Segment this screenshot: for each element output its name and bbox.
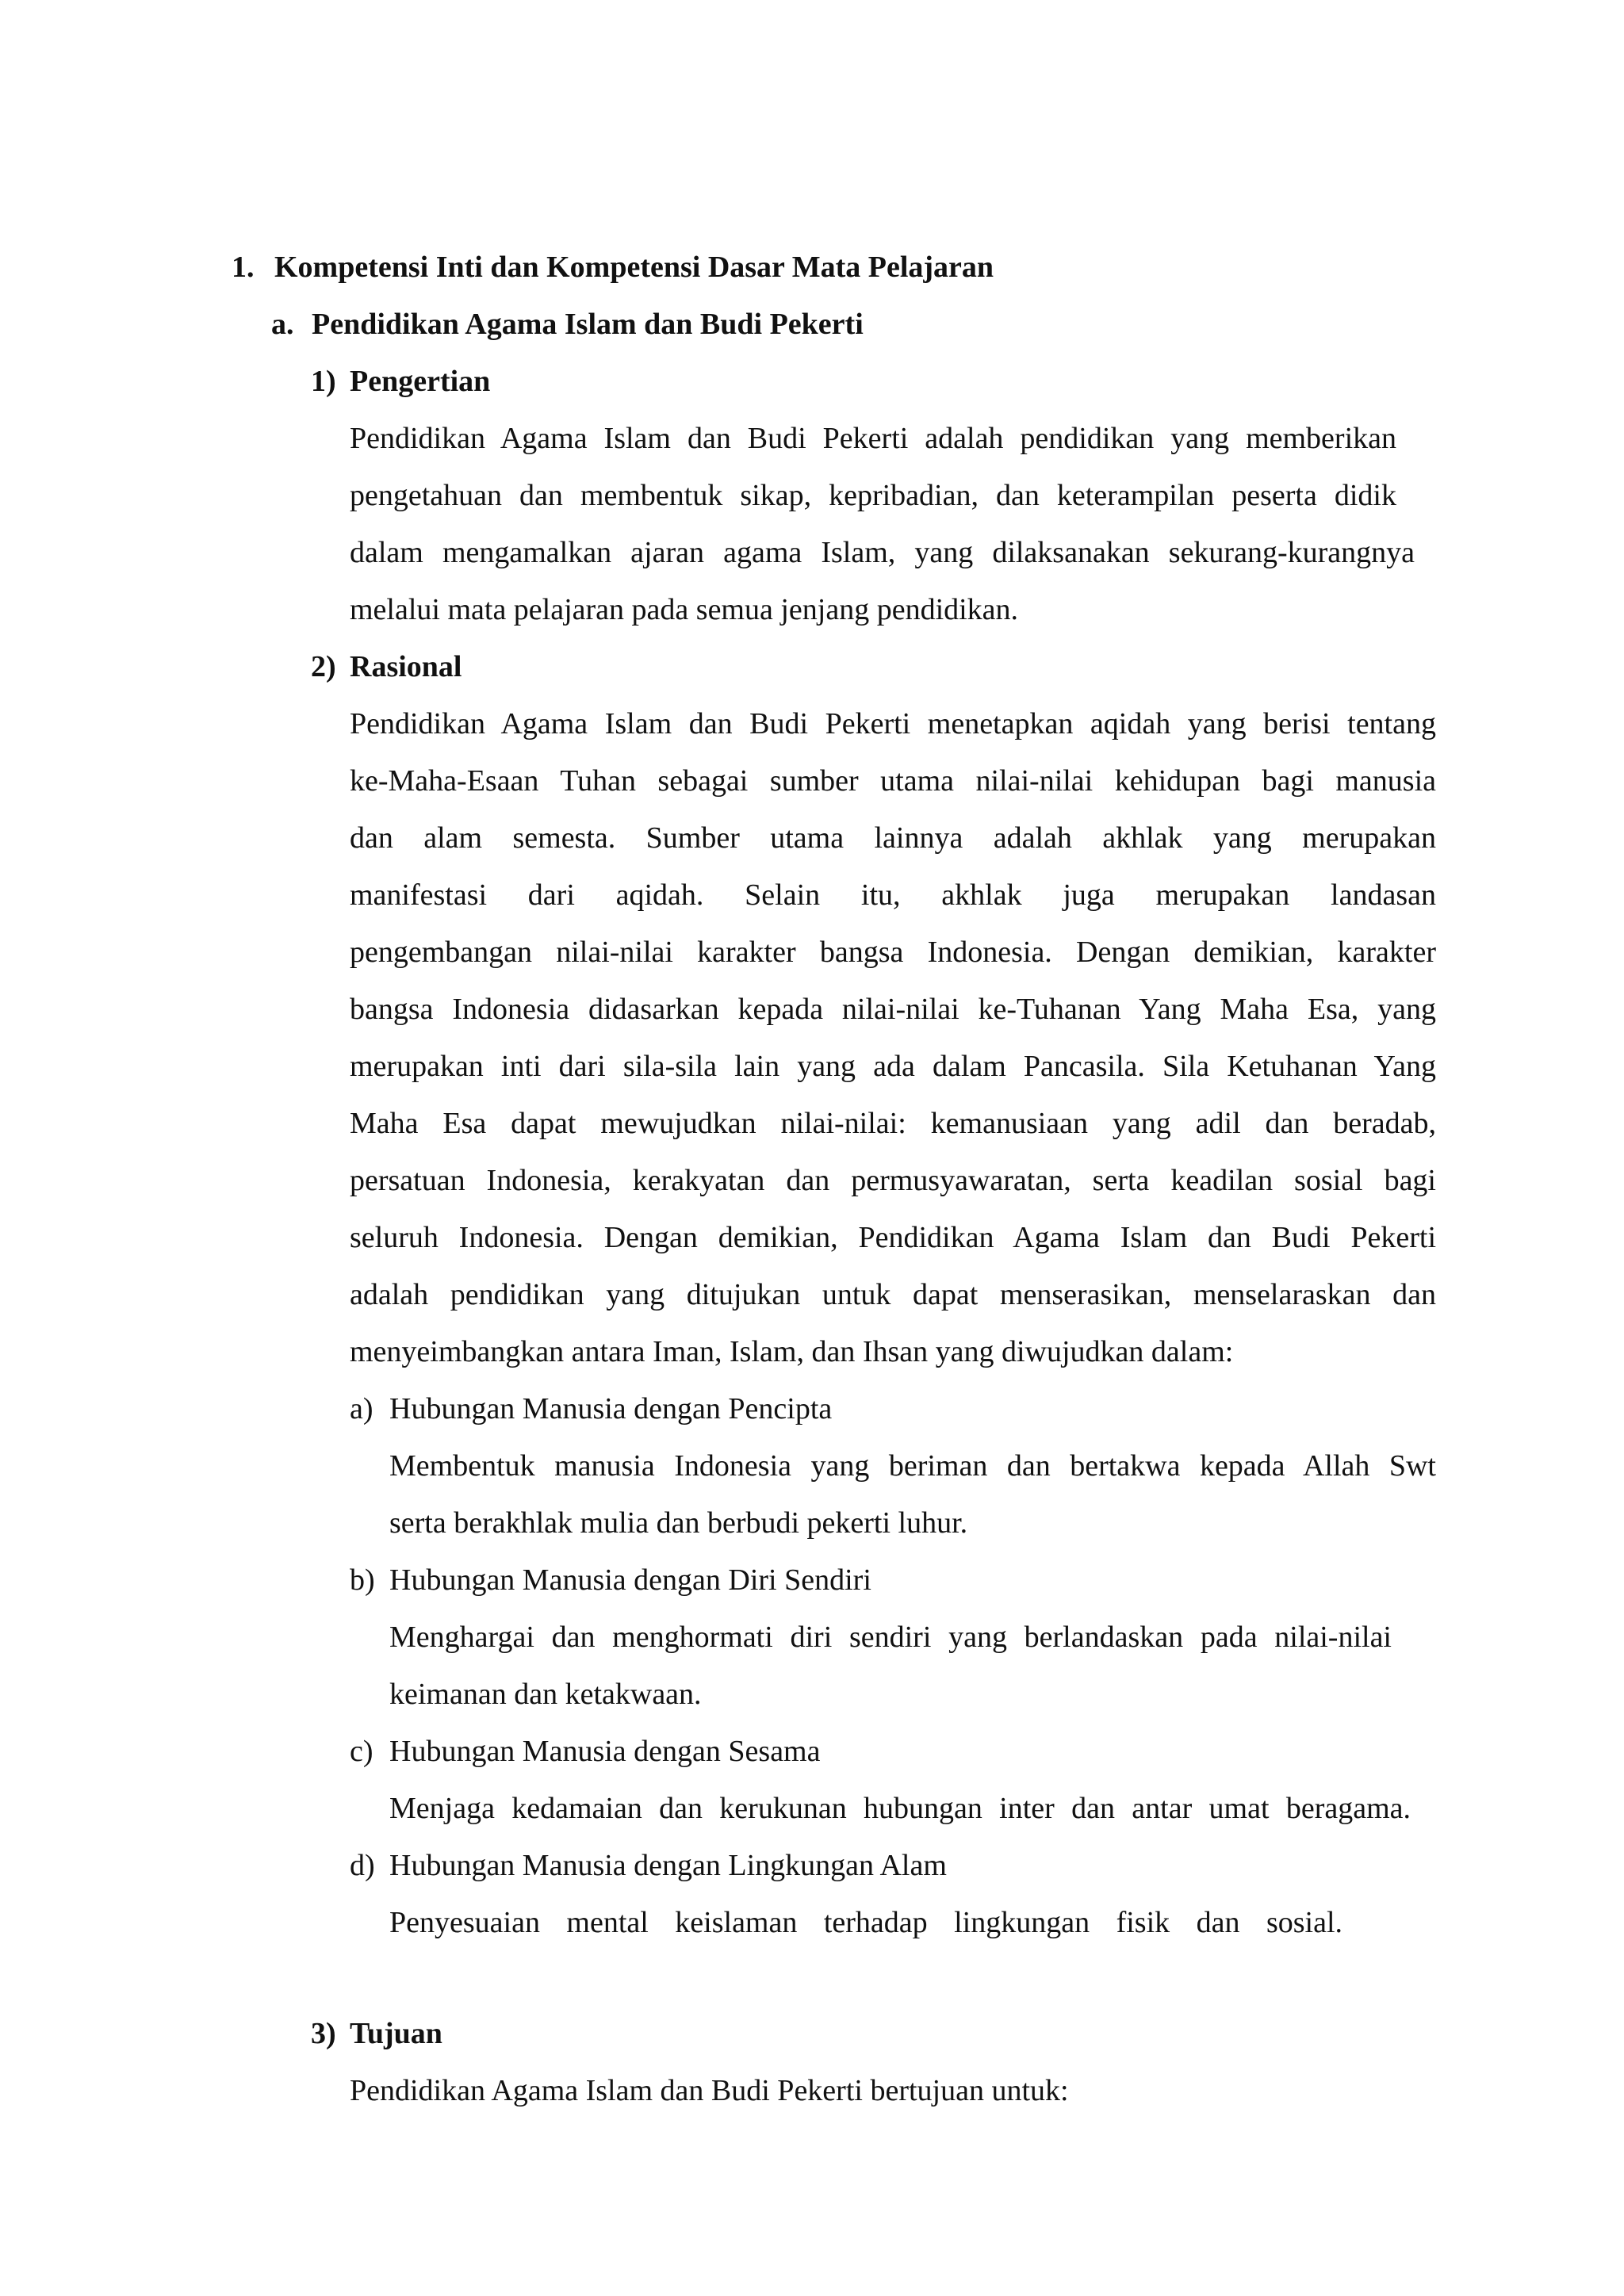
paragraph-line: menyeimbangkan antara Iman, Islam, dan Ihsan yang diwujudkan dalam: xyxy=(350,1335,1234,1368)
paragraph-line: Pendidikan Agama Islam dan Budi Pekerti menetapkan aqidah yang berisi tentang xyxy=(350,707,1436,740)
subitem-title: Hubungan Manusia dengan Lingkungan Alam xyxy=(389,1849,947,1882)
paragraph-line: adalah pendidikan yang ditujukan untuk dapat menserasikan, menselaraskan dan xyxy=(350,1278,1436,1311)
paragraph-line: Penyesuaian mental keislaman terhadap lingkungan fisik dan sosial. xyxy=(389,1906,1342,1939)
paragraph-line: dan alam semesta. Sumber utama lainnya adalah akhlak yang merupakan xyxy=(350,821,1436,855)
subitem-number: d) xyxy=(350,1849,375,1882)
point-number: 3) xyxy=(311,2017,336,2050)
paragraph-line: Membentuk manusia Indonesia yang beriman dan bertakwa kepada Allah Swt xyxy=(389,1449,1436,1483)
paragraph-line: ke-Maha-Esaan Tuhan sebagai sumber utama nilai-nilai kehidupan bagi manusia xyxy=(350,764,1436,798)
subitem-number: b) xyxy=(350,1563,375,1597)
paragraph-line: Pendidikan Agama Islam dan Budi Pekerti adalah pendidikan yang memberikan xyxy=(350,422,1396,455)
paragraph-line: bangsa Indonesia didasarkan kepada nilai-nilai ke-Tuhanan Yang Maha Esa, yang xyxy=(350,993,1436,1026)
subitem-title: Hubungan Manusia dengan Diri Sendiri xyxy=(389,1563,871,1597)
subitem-title: Hubungan Manusia dengan Sesama xyxy=(389,1735,821,1768)
paragraph-line: serta berakhlak mulia dan berbudi pekerti luhur. xyxy=(389,1506,968,1540)
point-number: 2) xyxy=(311,650,336,683)
paragraph-line: Maha Esa dapat mewujudkan nilai-nilai: kemanusiaan yang adil dan beradab, xyxy=(350,1107,1436,1140)
paragraph-line: manifestasi dari aqidah. Selain itu, akhlak juga merupakan landasan xyxy=(350,878,1436,912)
paragraph-line: Menjaga kedamaian dan kerukunan hubungan inter dan antar umat beragama. xyxy=(389,1792,1411,1825)
point-title: Pengertian xyxy=(350,365,491,398)
subsection-number: a. xyxy=(271,308,294,341)
paragraph-line: melalui mata pelajaran pada semua jenjang pendidikan. xyxy=(350,593,1019,626)
paragraph-line: dalam mengamalkan ajaran agama Islam, yang dilaksanakan sekurang-kurangnya xyxy=(350,536,1415,569)
paragraph-line: pengetahuan dan membentuk sikap, kepribadian, dan keterampilan peserta didik xyxy=(350,479,1396,512)
subitem-title: Hubungan Manusia dengan Pencipta xyxy=(389,1392,833,1425)
paragraph-line: seluruh Indonesia. Dengan demikian, Pendidikan Agama Islam dan Budi Pekerti xyxy=(350,1221,1436,1254)
paragraph-line: merupakan inti dari sila-sila lain yang ada dalam Pancasila. Sila Ketuhanan Yang xyxy=(350,1050,1436,1083)
section-number: 1. xyxy=(232,251,255,284)
paragraph-line: Menghargai dan menghormati diri sendiri yang berlandaskan pada nilai-nilai xyxy=(389,1621,1392,1654)
paragraph-line: Pendidikan Agama Islam dan Budi Pekerti bertujuan untuk: xyxy=(350,2074,1069,2107)
point-title: Rasional xyxy=(350,650,462,683)
subsection-title: Pendidikan Agama Islam dan Budi Pekerti xyxy=(312,308,864,341)
section-title: Kompetensi Inti dan Kompetensi Dasar Mata Pelajaran xyxy=(274,251,994,284)
paragraph-line: keimanan dan ketakwaan. xyxy=(389,1678,702,1711)
paragraph-line: persatuan Indonesia, kerakyatan dan permusyawaratan, serta keadilan sosial bagi xyxy=(350,1164,1436,1197)
point-title: Tujuan xyxy=(350,2017,442,2050)
point-number: 1) xyxy=(311,365,336,398)
subitem-number: a) xyxy=(350,1392,373,1425)
paragraph-line: pengembangan nilai-nilai karakter bangsa Indonesia. Dengan demikian, karakter xyxy=(350,936,1436,969)
subitem-number: c) xyxy=(350,1735,373,1768)
